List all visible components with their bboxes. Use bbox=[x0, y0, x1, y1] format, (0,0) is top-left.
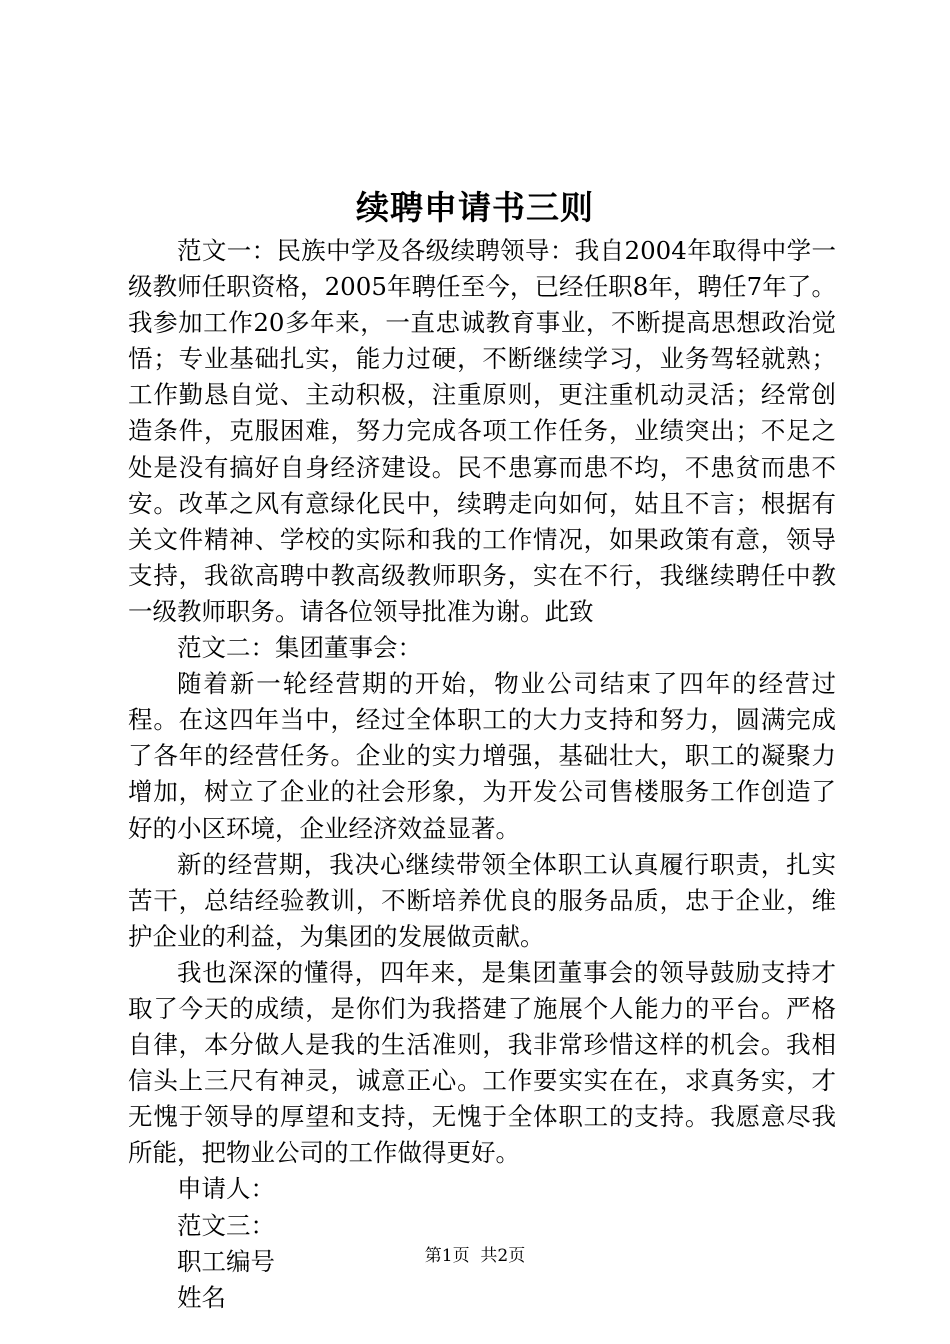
page-footer: 第1页 共2页 bbox=[424, 1246, 526, 1266]
document-title: 续聘申请书三则 bbox=[356, 188, 594, 227]
paragraph-sample-two-body-1: 随着新一轮经营期的开始，物业公司结束了四年的经营过程。在这四年当中，经过全体职工的大力支持和努力，圆满完成了各年的经营任务。企业的实力增强，基础壮大，职工的凝聚力增加，树立了企业的社会形象，为开发公司售楼服务工作创造了好的小区环境，企业经济效益显著。 bbox=[128, 669, 836, 843]
paragraph-applicant-label: 申请人： bbox=[177, 1174, 275, 1204]
paragraph-sample-one: 范文一：民族中学及各级续聘领导：我自2004年取得中学一级教师任职资格，2005年聘任至今，已经任职8年，聘任7年了。我参加工作20多年来，一直忠诚教育事业，不断提高思想政治觉悟；专业基础扎实，能力过硬，不断继续学习，业务驾轻就熟；工作勤恳自觉、主动积极，注重原则，更注重机动灵活；经常创造条件，克服困难，努力完成各项工作任务，业绩突出；不足之处是没有搞好自身经济建设。民不患寡而患不均，不患贫而患不安。改革之风有意绿化民中，续聘走向如何，姑且不言；根据有关文件精神、学校的实际和我的工作情况，如果政策有意，领导支持，我欲高聘中教高级教师职务，实在不行，我继续聘任中教一级教师职务。请各位领导批准为谢。此致 bbox=[128, 236, 836, 626]
paragraph-sample-two-body-3: 我也深深的懂得，四年来，是集团董事会的领导鼓励支持才取了今天的成绩，是你们为我搭建了施展个人能力的平台。严格自律，本分做人是我的生活准则，我非常珍惜这样的机会。我相信头上三尺有神灵，诚意正心。工作要实实在在，求真务实，才无愧于领导的厚望和支持，无愧于全体职工的支持。我愿意尽我所能，把物业公司的工作做得更好。 bbox=[128, 957, 836, 1168]
document-body bbox=[128, 233, 836, 1316]
paragraph-name-label: 姓名 bbox=[177, 1282, 226, 1312]
paragraph-sample-three-heading: 范文三： bbox=[177, 1210, 275, 1240]
paragraph-employee-number-label: 职工编号 bbox=[177, 1246, 275, 1276]
paragraph-sample-two-heading: 范文二：集团董事会： bbox=[177, 633, 422, 663]
paragraph-sample-two-body-2: 新的经营期，我决心继续带领全体职工认真履行职责，扎实苦干，总结经验教训，不断培养优良的服务品质，忠于企业，维护企业的利益，为集团的发展做贡献。 bbox=[128, 849, 836, 951]
